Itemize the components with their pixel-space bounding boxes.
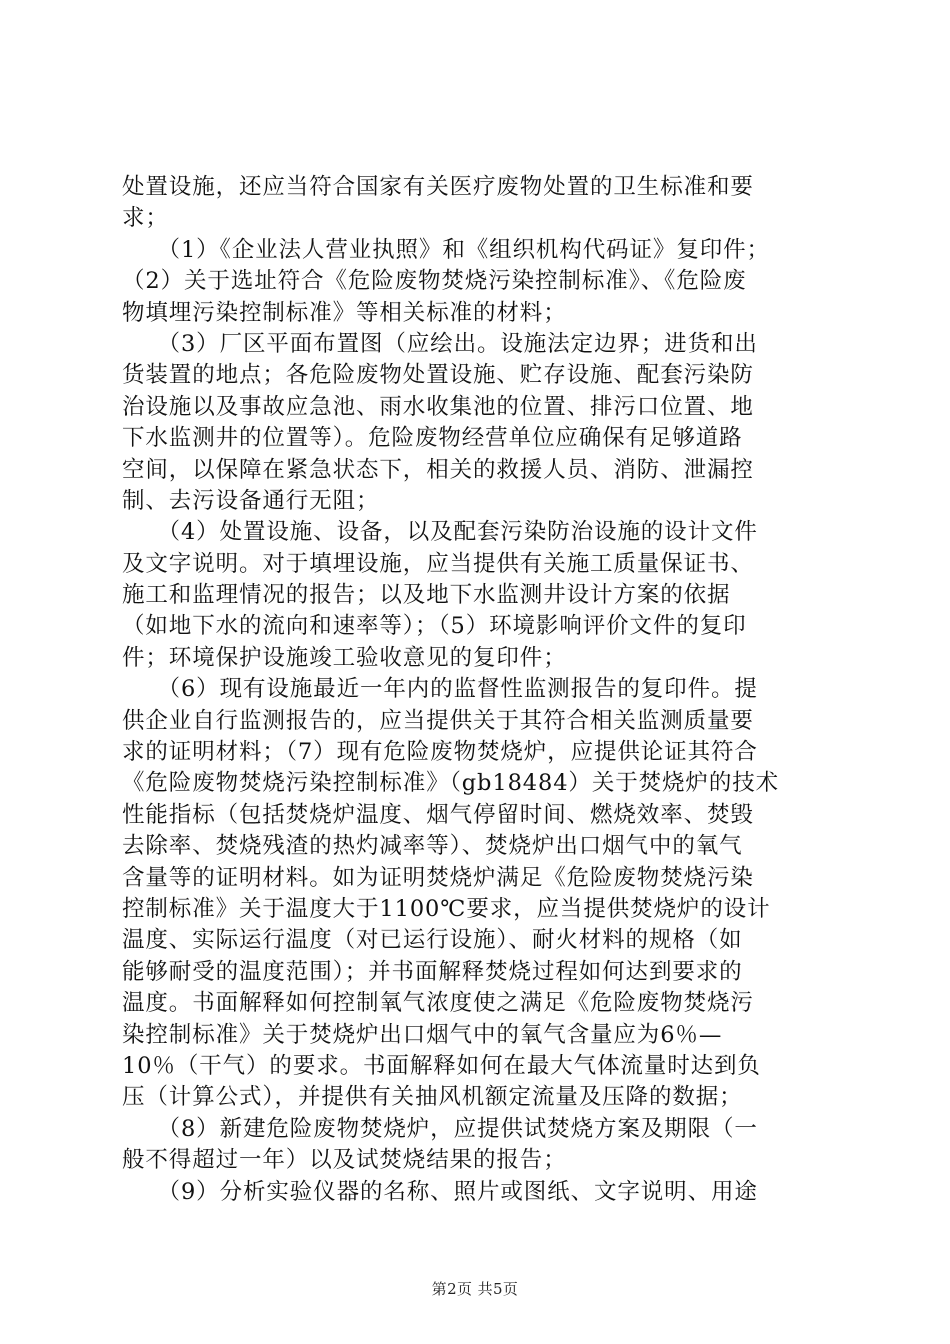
page-footer: 第2页 共5页 [431, 1280, 519, 1298]
text-line: 般不得超过一年）以及试焚烧结果的报告； [122, 1147, 567, 1174]
text-line: 《危险废物焚烧污染控制标准》（gb18484）关于焚烧炉的技术 [122, 770, 780, 797]
text-line: （如地下水的流向和速率等）；（5）环境影响评价文件的复印 [122, 613, 747, 640]
text-line: 治设施以及事故应急池、雨水收集池的位置、排污口位置、地 [122, 393, 754, 420]
text-line: 求的证明材料；（7）现有危险废物焚烧炉，应提供论证其符合 [122, 739, 758, 766]
text-line: （9）分析实验仪器的名称、照片或图纸、文字说明、用途 [122, 1178, 758, 1205]
text-line: （3）厂区平面布置图（应绘出。设施法定边界；进货和出 [122, 330, 758, 357]
document-body [122, 172, 830, 1208]
text-line: 及文字说明。对于填埋设施，应当提供有关施工质量保证书、 [122, 550, 754, 577]
text-line: 压（计算公式），并提供有关抽风机额定流量及压降的数据； [122, 1084, 743, 1111]
text-line: 10％（干气）的要求。书面解释如何在最大气体流量时达到负 [122, 1052, 761, 1079]
text-line: （6）现有设施最近一年内的监督性监测报告的复印件。提 [122, 676, 758, 703]
text-line: 含量等的证明材料。如为证明焚烧炉满足《危险废物焚烧污染 [122, 864, 754, 891]
text-line: 处置设施，还应当符合国家有关医疗废物处置的卫生标准和要 [122, 174, 754, 200]
text-line: （1）《企业法人营业执照》和《组织机构代码证》复印件； [122, 236, 770, 263]
text-line: 性能指标（包括焚烧炉温度、烟气停留时间、燃烧效率、焚毁 [122, 801, 754, 828]
text-line: 空间，以保障在紧急状态下，相关的救援人员、消防、泄漏控 [122, 456, 754, 483]
text-line: 货装置的地点；各危险废物处置设施、贮存设施、配套污染防 [122, 362, 754, 389]
text-line: 染控制标准》关于焚烧炉出口烟气中的氧气含量应为6％— [122, 1021, 723, 1048]
text-line: 去除率、焚烧残渣的热灼减率等）、焚烧炉出口烟气中的氧气 [122, 833, 743, 860]
text-line: 能够耐受的温度范围）；并书面解释焚烧过程如何达到要求的 [122, 958, 743, 985]
text-line: （2）关于选址符合《危险废物焚烧污染控制标准》、《危险废 [122, 268, 747, 295]
text-line: 物填埋污染控制标准》等相关标准的材料； [122, 299, 567, 326]
text-line: 温度、实际运行温度（对已运行设施）、耐火材料的规格（如 [122, 927, 743, 954]
text-line: 下水监测井的位置等）。危险废物经营单位应确保有足够道路 [122, 425, 743, 452]
text-line: 施工和监理情况的报告；以及地下水监测井设计方案的依据 [122, 582, 731, 609]
text-line: 温度。书面解释如何控制氧气浓度使之满足《危险废物焚烧污 [122, 990, 754, 1017]
text-line: 供企业自行监测报告的，应当提供关于其符合相关监测质量要 [122, 707, 754, 734]
text-line: 求； [122, 205, 169, 232]
text-line: （4）处置设施、设备，以及配套污染防治设施的设计文件 [122, 519, 758, 546]
text-line: （8）新建危险废物焚烧炉，应提供试焚烧方案及期限（一 [122, 1115, 758, 1142]
text-line: 制、去污设备通行无阻； [122, 487, 380, 514]
text-line: 控制标准》关于温度大于1100℃要求，应当提供焚烧炉的设计 [122, 895, 771, 922]
text-line: 件；环境保护设施竣工验收意见的复印件； [122, 644, 567, 671]
